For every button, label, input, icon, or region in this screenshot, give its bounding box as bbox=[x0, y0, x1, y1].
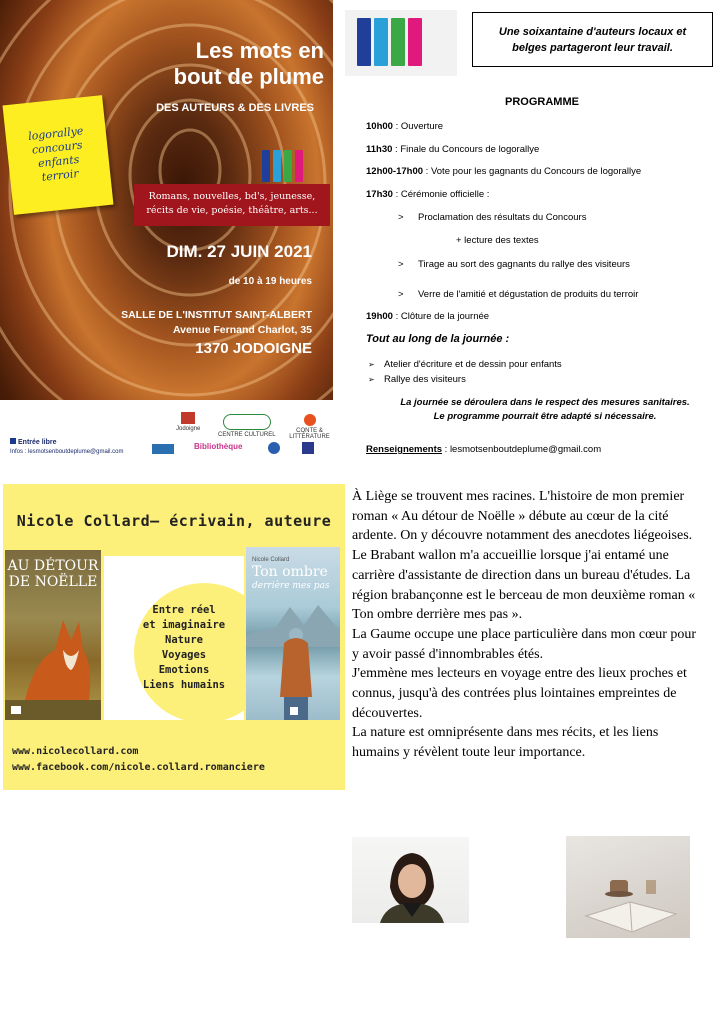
event-hours: de 10 à 19 heures bbox=[228, 276, 312, 287]
poster-info: Infos : lesmotsenboutdeplume@gmail.com bbox=[10, 449, 124, 455]
sponsor-logo-small-2 bbox=[268, 442, 280, 456]
genres-banner: Romans, nouvelles, bd's, jeunesse, récits de vie, poésie, théâtre, arts... bbox=[134, 184, 330, 226]
ceremony-sub-item: + lecture des textes bbox=[456, 235, 539, 246]
poster-subtitle: DES AUTEURS & DES LIVRES bbox=[156, 102, 314, 114]
programme-item: 10h00 : Ouverture bbox=[366, 121, 444, 132]
programme-item: 11h30 : Finale du Concours de logorallye bbox=[366, 144, 540, 155]
lion-icon bbox=[181, 412, 195, 424]
contact-line: Renseignements : lesmotsenboutdeplume@gmail.com bbox=[366, 444, 602, 455]
books-logo bbox=[345, 10, 457, 76]
programme-item: 17h30 : Cérémonie officielle : bbox=[366, 189, 490, 200]
coffee-book-photo bbox=[566, 836, 690, 938]
partner-square-icon bbox=[302, 442, 314, 454]
sponsor-logo-bibliotheque: Bibliothèque bbox=[194, 442, 243, 451]
author-banner-title: Nicole Collard– écrivain, auteure bbox=[16, 512, 332, 530]
books-logo-large-icon bbox=[357, 18, 422, 66]
culture-center-icon bbox=[223, 414, 271, 430]
bullet-arrow-icon: ➢ bbox=[368, 360, 375, 369]
all-day-item: ➢ Rallye des visiteurs bbox=[368, 374, 466, 385]
event-poster bbox=[0, 0, 333, 468]
portrait-icon bbox=[352, 837, 469, 923]
event-venue: SALLE DE L'INSTITUT SAINT-ALBERT Avenue Fernand Charlot, 35 bbox=[121, 309, 312, 336]
authors-note-box: Une soixantaine d'auteurs locaux et belges partageront leur travail. bbox=[472, 12, 713, 67]
event-date: DIM. 27 JUIN 2021 bbox=[166, 242, 312, 261]
all-day-title: Tout au long de la journée : bbox=[366, 333, 510, 345]
coffee-book-icon bbox=[566, 836, 690, 938]
arrow-icon: > bbox=[398, 259, 404, 270]
book-cover-ton-ombre: Nicole Collard Ton ombre derrière mes pas bbox=[246, 547, 340, 720]
facebook-link[interactable]: www.facebook.com/nicole.collard.romanciere bbox=[12, 762, 265, 773]
ceremony-sub-item: > Tirage au sort des gagnants du rallye des visiteurs bbox=[398, 259, 630, 270]
book-cover-au-detour-de-noelle: AU DÉTOUR DE NOËLLE bbox=[5, 550, 101, 720]
programme-item: 12h00-17h00 : Vote pour les gagnants du Concours de logorallye bbox=[366, 166, 642, 177]
sponsor-logo-centre-culturel: CENTRE CULTUREL bbox=[218, 414, 276, 438]
books-logo-icon bbox=[262, 150, 303, 182]
free-entry: Entrée libre bbox=[10, 438, 57, 446]
event-city: 1370 JODOIGNE bbox=[195, 340, 312, 357]
ceremony-sub-item: > Verre de l'amitié et dégustation de produits du terroir bbox=[398, 289, 639, 300]
sticky-note: logorallye concours enfants terroir bbox=[3, 95, 114, 215]
arrow-icon: > bbox=[398, 289, 404, 300]
sponsor-logo-small-3 bbox=[302, 442, 314, 456]
arrow-icon: > bbox=[398, 212, 404, 223]
partner-icon bbox=[152, 444, 174, 454]
sponsor-logo-conte: CONTE & LITTÉRATURE bbox=[286, 414, 333, 440]
sponsor-logo-small-1 bbox=[152, 444, 174, 456]
themes-list: Entre réel et imaginaire Nature Voyages Emotions Liens humains bbox=[142, 604, 226, 691]
ceremony-sub-item: > Proclamation des résultats du Concours bbox=[398, 212, 587, 223]
partner-round-icon bbox=[268, 442, 280, 454]
sanitary-notice: La journée se déroulera dans le respect des mesures sanitaires. Le programme pourrait être adapté si nécessaire. bbox=[400, 397, 690, 422]
poster-footer bbox=[0, 400, 333, 468]
girl-illustration-icon bbox=[246, 547, 340, 720]
all-day-item: ➢ Atelier d'écriture et de dessin pour enfants bbox=[368, 359, 562, 370]
conte-icon bbox=[304, 414, 316, 426]
author-portrait-photo bbox=[352, 837, 469, 923]
website-link[interactable]: www.nicolecollard.com bbox=[12, 746, 139, 757]
fox-illustration-icon bbox=[5, 550, 101, 720]
author-bio: À Liège se trouvent mes racines. L'histoire de mon premier roman « Au détour de Noëlle » débute au cœur de la cité ardente. On y découvre notamment des anecdotes liégeoises. Le Brabant wallon m'a accueillie lorsque j'ai entamé une carrière d'assistante de direction dans un bureau d'études. La région brabançonne est le berceau de mon deuxième roman « Ton ombre derrière mes pas ». La Gaume occupe une place particulière dans mon cœur pour y avoir passé d'innombrables étés. J'emmène mes lecteurs en voyage entre des lieux proches et connus, jusqu'à des contrées plus lointaines empreintes de découvertes. La nature est omniprésente dans mes récits, et les liens humains y révèlent toute leur importance. bbox=[352, 489, 697, 761]
sponsor-logo-jodoigne: Jodoigne bbox=[176, 412, 200, 432]
bullet-arrow-icon: ➢ bbox=[368, 375, 375, 384]
author-links bbox=[12, 744, 265, 776]
programme-title: PROGRAMME bbox=[505, 96, 579, 108]
programme-item: 19h00 : Clôture de la journée bbox=[366, 311, 490, 322]
poster-title: Les mots en bout de plume bbox=[173, 38, 324, 89]
free-entry-icon bbox=[10, 438, 16, 444]
